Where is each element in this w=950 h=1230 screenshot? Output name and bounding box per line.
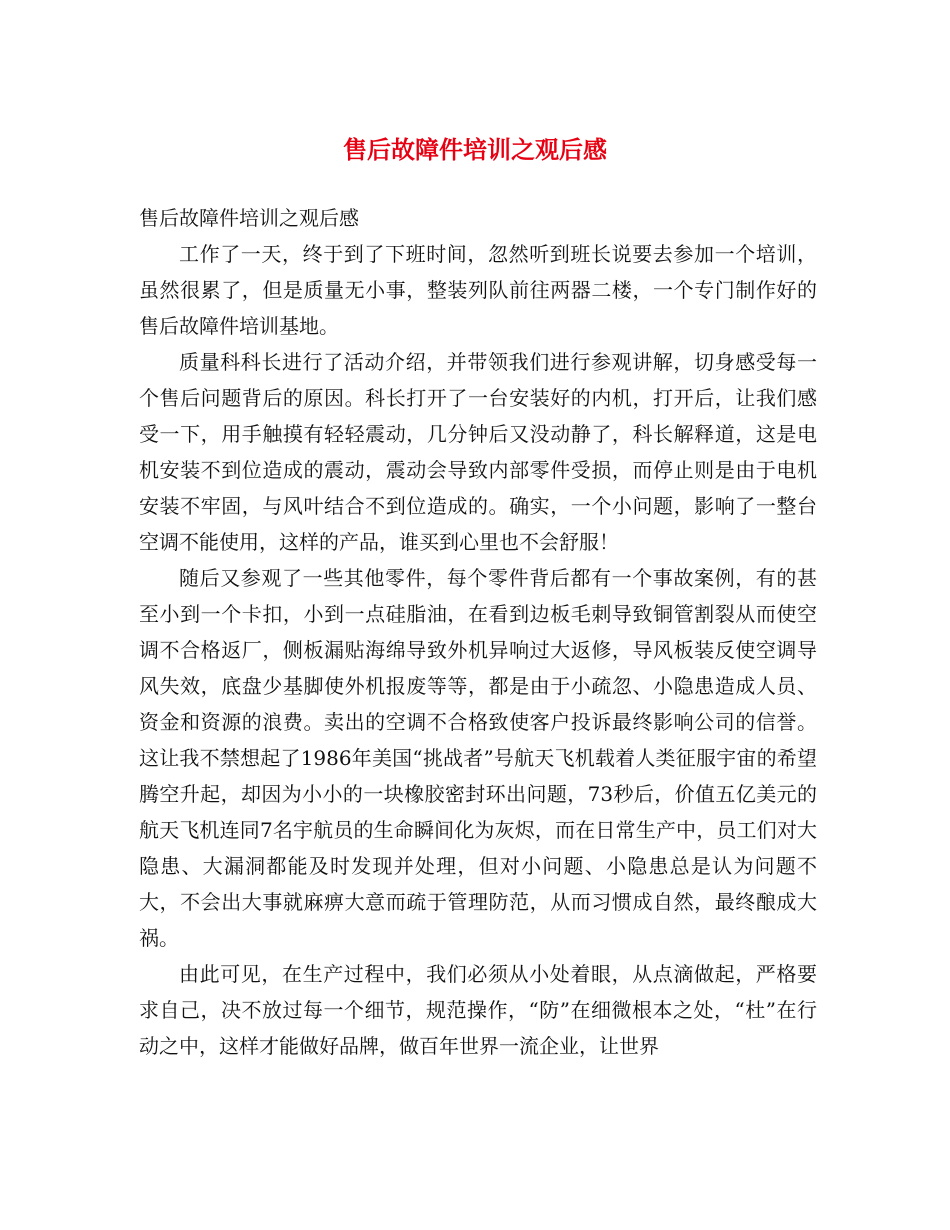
paragraph-explanation: 质量科科长进行了活动介绍，并带领我们进行参观讲解，切身感受每一个售后问题背后的原因。科长打开了一台安装好的内机，打开后，让我们感受一下，用手触摸有轻轻震动，几分钟后又没动静了，科长解释道，这是电机安装不到位造成的震动，震动会导致内部零件受损，而停止则是由于电机安装不牢固，与风叶结合不到位造成的。确实，一个小问题，影响了一整台空调不能使用，这样的产品，谁买到心里也不会舒服！ — [139, 350, 817, 554]
paragraph-conclusion: 由此可见，在生产过程中，我们必须从小处着眼，从点滴做起，严格要求自己，决不放过每一个细节，规范操作，“防”在细微根本之处，“杜”在行动之中，这样才能做好品牌，做百年世界一流企业，让世界 — [139, 962, 817, 1058]
document-title: 售后故障件培训之观后感 — [343, 135, 607, 164]
paragraph-cases: 随后又参观了一些其他零件，每个零件背后都有一个事故案例，有的甚至小到一个卡扣，小到一点硅脂油，在看到边板毛刺导致铜管割裂从而使空调不合格返厂，侧板漏贴海绵导致外机异响过大返修，导风板装反使空调导风失效，底盘少基脚使外机报废等等，都是由于小疏忽、小隐患造成人员、资金和资源的浪费。卖出的空调不合格致使客户投诉最终影响公司的信誉。这让我不禁想起了1986年美国“挑战者”号航天飞机载着人类征服宇宙的希望腾空升起，却因为小小的一块橡胶密封环出问题，73秒后，价值五亿美元的航天飞机连同7名宇航员的生命瞬间化为灰烬，而在日常生产中，员工们对大隐患、大漏洞都能及时发现并处理，但对小问题、小隐患总是认为问题不大，不会出大事就麻痹大意而疏于管理防范，从而习惯成自然，最终酿成大祸。 — [139, 566, 817, 950]
document-body — [139, 200, 817, 1064]
paragraph-intro: 工作了一天，终于到了下班时间，忽然听到班长说要去参加一个培训，虽然很累了，但是质量无小事，整装列队前往两器二楼，一个专门制作好的售后故障件培训基地。 — [139, 242, 817, 338]
document-subtitle: 售后故障件培训之观后感 — [139, 206, 359, 230]
